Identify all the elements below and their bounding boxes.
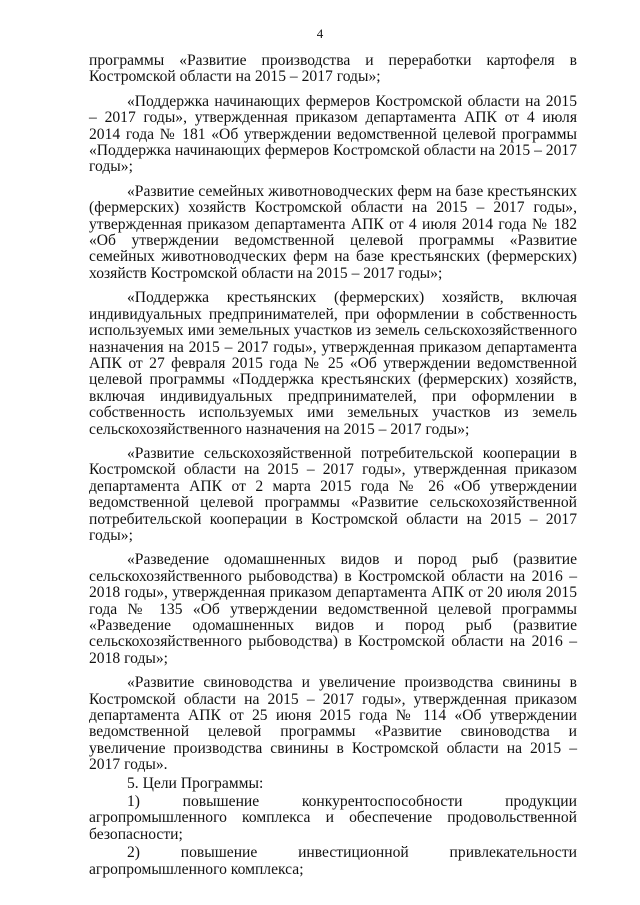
paragraph-land-registration: «Поддержка крестьянских (фермерских) хозяйств, включая индивидуальных предпринимателей, при оформлении в собственность используемых ими земельных участков из земель сельскохозяйственного назначения на 2015 – 2017 годы», утвержденная приказом департамента АПК от 27 февраля 2015 года № 25 «Об утверждении ведомственной целевой программы «Поддержка крестьянских (фермерских) хозяйств, включая индивидуальных предпринимателей, при оформлении в собственность используемых ими земельных участков из земель сельскохозяйственного назначения на 2015 – 2017 годы»;	[89, 289, 577, 438]
section-heading-goals: 5. Цели Программы:	[127, 774, 264, 792]
paragraph-family-farms: «Развитие семейных животноводческих ферм на базе крестьянских (фермерских) хозяйств Костромской области на 2015 – 2017 годы», утвержденная приказом департамента АПК от 4 июля 2014 года № 182 «Об утверждении ведомственной целевой программы «Развитие семейных животноводческих ферм на базе крестьянских (фермерских) хозяйств Костромской области на 2015 – 2017 годы»;	[89, 182, 577, 282]
paragraph-fish-breeding: «Разведение одомашненных видов и пород рыб (развитие сельскохозяйственного рыбоводства) в Костромской области на 2016 – 2018 годы», утвержденная приказом департамента АПК от 20 июля 2015 года № 135 «Об утверждении ведомственной целевой программы «Разведение одомашненных видов и пород рыб (развитие сельскохозяйственного рыбоводства) в Костромской области на 2016 – 2018 годы»;	[89, 551, 577, 667]
goal-item-2: 2) повышение инвестиционной привлекательности агропромышленного комплекса;	[89, 844, 577, 878]
goal-item-1: 1) повышение конкурентоспособности продукции агропромышленного комплекса и обеспечение продовольственной безопасности;	[89, 793, 577, 843]
paragraph-potato-program: программы «Развитие производства и переработки картофеля в Костромской области на 2015 – 2017 годы»;	[89, 52, 577, 86]
page-number: 4	[316, 26, 324, 41]
paragraph-beginning-farmers: «Поддержка начинающих фермеров Костромской области на 2015 – 2017 годы», утвержденная приказом департамента АПК от 4 июля 2014 года № 181 «Об утверждении ведомственной целевой программы «Поддержка начинающих фермеров Костромской области на 2015 – 2017 годы»;	[89, 92, 577, 176]
document-body	[89, 53, 577, 878]
paragraph-cooperation: «Развитие сельскохозяйственной потребительской кооперации в Костромской области на 2015 – 2017 годы», утвержденная приказом департамента АПК от 2 марта 2015 года № 26 «Об утверждении ведомственной целевой программы «Развитие сельскохозяйственной потребительской кооперации в Костромской области на 2015 – 2017 годы»;	[89, 444, 577, 544]
paragraph-pig-breeding: «Развитие свиноводства и увеличение производства свинины в Костромской области на 2015 – 2017 годы», утвержденная приказом департамента АПК от 25 июня 2015 года № 114 «Об утверждении ведомственной целевой программы «Развитие свиноводства и увеличение производства свинины в Костромской области на 2015 – 2017 годы».	[89, 674, 577, 774]
